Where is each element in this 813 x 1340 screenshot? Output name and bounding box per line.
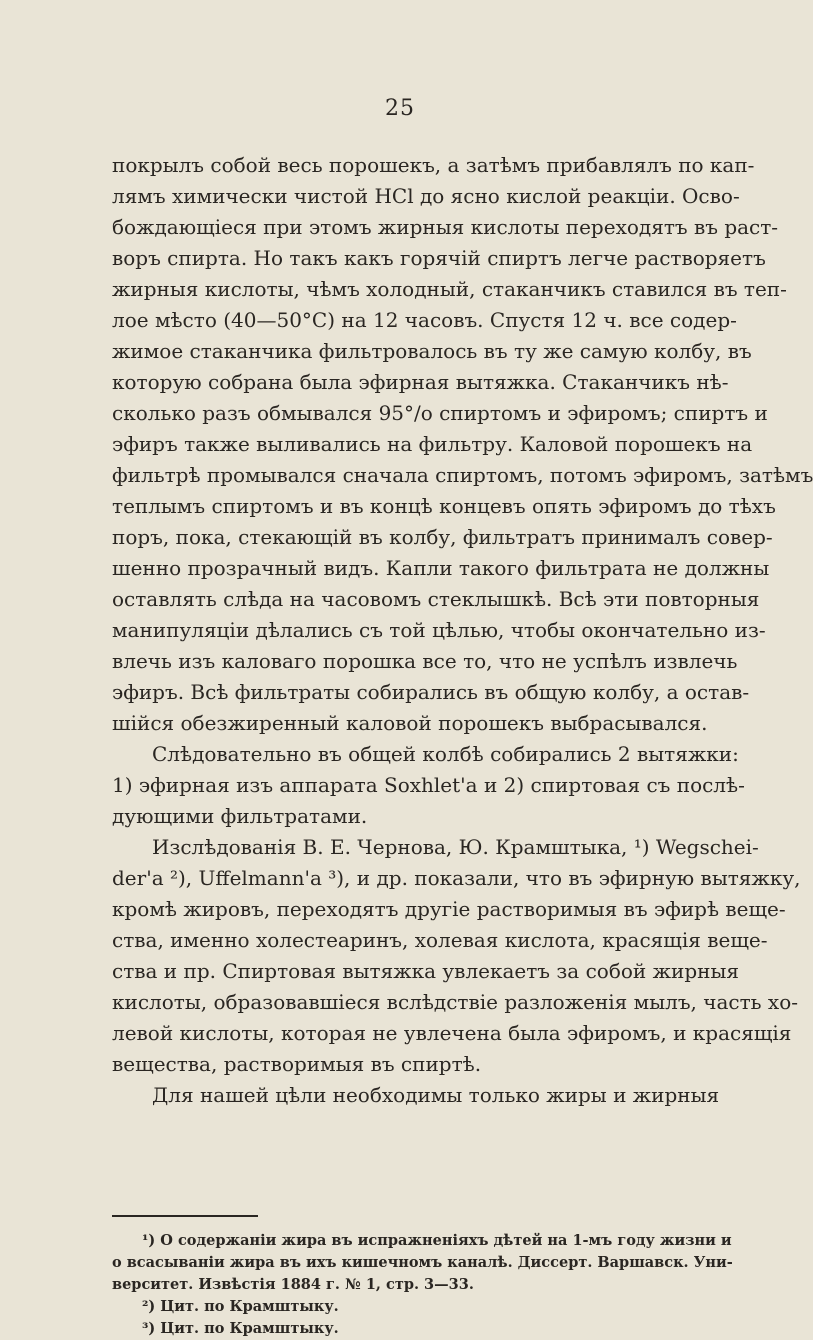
text-line: жирныя кислоты, чѣмъ холодный, стаканчикъ ставился въ теп- [112,277,787,301]
text-line: фильтрѣ промывался сначала спиртомъ, потомъ эфиромъ, затѣмъ [112,463,813,487]
text-line: дующими фильтратами. [112,804,368,828]
body-text [112,150,813,1111]
text-line: влечь изъ каловаго порошка все то, что не успѣлъ извлечь [112,649,738,673]
text-line: сколько разъ обмывался 95°/o спиртомъ и эфиромъ; спиртъ и [112,401,768,425]
text-line: эфиръ. Всѣ фильтраты собирались въ общую колбу, а остав- [112,680,750,704]
text-line: ства, именно холестеаринъ, холевая кислота, красящія веще- [112,928,768,952]
text-line: которую собрана была эфирная вытяжка. Стаканчикъ нѣ- [112,370,729,394]
text-line: ства и пр. Спиртовая вытяжка увлекаетъ за собой жирныя [112,959,739,983]
text-line: кромѣ жировъ, переходятъ другіе растворимыя въ эфирѣ веще- [112,897,786,921]
text-line: поръ, пока, стекающій въ колбу, фильтратъ принималъ совер- [112,525,773,549]
text-line: манипуляціи дѣлались съ той цѣлью, чтобы окончательно из- [112,618,766,642]
text-line: лое мѣсто (40—50°С) на 12 часовъ. Спустя 12 ч. все содер- [112,308,737,332]
text-line: теплымъ спиртомъ и въ концѣ концевъ опять эфиромъ до тѣхъ [112,494,776,518]
footnote-line: ³) Цит. по Крамштыку. [142,1320,339,1337]
text-line: левой кислоты, которая не увлечена была эфиромъ, и красящія [112,1021,792,1045]
footnote-line: верситет. Извѣстія 1884 г. № 1, стр. 3—33. [112,1276,474,1293]
text-line: кислоты, образовавшіеся вслѣдствіе разложенія мылъ, часть хо- [112,990,799,1014]
text-line: вещества, растворимыя въ спиртѣ. [112,1052,482,1076]
text-line: покрылъ собой весь порошекъ, а затѣмъ прибавлялъ по кап- [112,153,755,177]
page-number: 25 [385,96,415,121]
text-line: жимое стаканчика фильтровалось въ ту же самую колбу, въ [112,339,752,363]
footnote-line: ²) Цит. по Крамштыку. [142,1298,339,1315]
text-line: шійся обезжиренный каловой порошекъ выбрасывался. [112,711,708,735]
text-line: шенно прозрачный видъ. Капли такого фильтрата не должны [112,556,770,580]
text-line: лямъ химически чистой HCl до ясно кислой реакціи. Осво- [112,184,740,208]
text-line: оставлять слѣда на часовомъ стеклышкѣ. Всѣ эти повторныя [112,587,760,611]
footnote-divider [112,1215,258,1217]
text-line: 1) эфирная изъ аппарата Soxhlet'a и 2) спиртовая съ послѣ- [112,773,745,797]
text-line: Изслѣдованія В. Е. Чернова, Ю. Крамштыка, ¹) Wegscheі- [152,835,759,859]
footnote-line: ¹) О содержаніи жира въ испражненіяхъ дѣтей на 1-мъ году жизни и [142,1232,732,1249]
text-line: Слѣдовательно въ общей колбѣ собирались 2 вытяжки: [152,742,739,766]
text-line: der'a ²), Uffelmann'a ³), и др. показали, что въ эфирную вытяжку, [112,866,801,890]
footnote-line: о всасываніи жира въ ихъ кишечномъ каналѣ. Диссерт. Варшавск. Уни- [112,1254,733,1271]
text-line: бождающіеся при этомъ жирныя кислоты переходятъ въ раст- [112,215,779,239]
text-line: Для нашей цѣли необходимы только жиры и жирныя [152,1083,720,1107]
text-line: эфиръ также выливались на фильтру. Каловой порошекъ на [112,432,753,456]
footnotes [112,1230,733,1340]
text-line: воръ спирта. Но такъ какъ горячій спиртъ легче растворяетъ [112,246,766,270]
